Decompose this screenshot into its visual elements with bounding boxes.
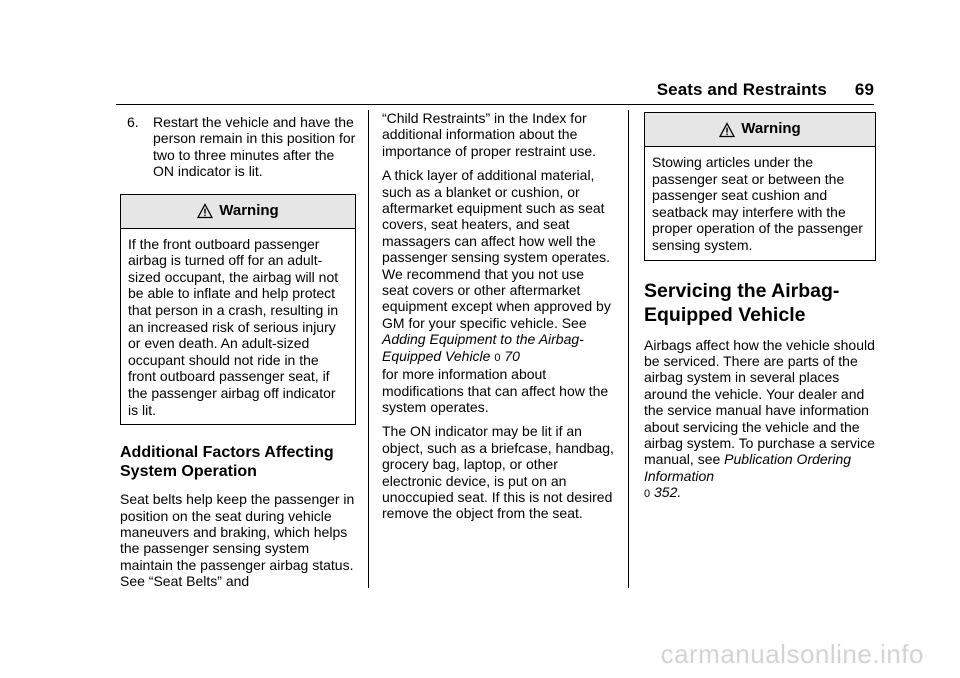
paragraph-text: A thick layer of additional material, such as a blanket or cushion, or aftermarket equipment such as seat covers, seat heaters, and seat massagers can affect how well the passenger sensing system operates. We recommend that you not use seat covers or other aftermarket equipment except when approved by GM for your specific vehicle. See [382, 167, 611, 331]
page-ref-symbol: 0 [644, 488, 651, 501]
page-ref-symbol: 0 [494, 351, 501, 364]
numbered-step [120, 114, 356, 180]
paragraph [382, 167, 614, 415]
step-number: 6. [127, 114, 139, 130]
column-divider [368, 110, 369, 588]
warning-text: Stowing articles under the passenger seat or between the passenger seat cushion and seatback may interfere with the proper operation of the passenger sensing system. [652, 154, 863, 253]
paragraph [644, 337, 876, 503]
watermark: carmanualsonline.info [660, 639, 924, 669]
warning-box [644, 112, 876, 261]
paragraph-text: Airbags affect how the vehicle should be serviced. There are parts of the airbag system in several places around the vehicle. Your dealer and the service manual have information about servicing the vehicle and the airbag system. To purchase a service manual, see [644, 336, 875, 468]
column-2 [382, 110, 614, 530]
paragraph-text: for more information about modifications that can affect how the system operates. [382, 366, 609, 415]
warning-title: Warning [219, 201, 279, 219]
column-divider [628, 110, 629, 588]
paragraph: “Child Restraints” in the Index for additional information about the importance of proper restraint use. [382, 110, 596, 159]
page-reference[interactable]: 70 [504, 347, 520, 364]
paragraph: The ON indicator may be lit if an object, such as a briefcase, handbag, grocery bag, laptop, or other electronic device, is put on an unoccupied seat. If this is not desired remove the object from the seat. [382, 423, 614, 522]
step-text: Restart the vehicle and have the person remain in this position for two to three minutes after the ON indicator is lit. [153, 114, 356, 180]
section-heading: Additional Factors Affecting System Operation [120, 444, 334, 481]
warning-icon [197, 203, 213, 219]
warning-box [120, 194, 356, 426]
cross-reference-link[interactable]: Adding Equipment to the Airbag-Equipped Vehicle [382, 331, 584, 364]
page-number: 69 [854, 80, 874, 99]
cross-reference-link[interactable]: Publication Ordering Information [644, 451, 852, 484]
warning-header [121, 195, 355, 229]
page-reference[interactable]: 352. [654, 484, 682, 501]
section-title: Seats and Restraints [656, 80, 827, 99]
warning-title: Warning [741, 120, 801, 138]
column-1 [120, 110, 356, 598]
column-3 [644, 110, 876, 511]
section-heading: Servicing the Airbag-Equipped Vehicle [644, 279, 840, 326]
paragraph: Seat belts help keep the passenger in position on the seat during vehicle maneuvers and braking, which helps the passenger sensing system maintain the passenger airbag status. See “Seat Belts” and [120, 491, 355, 590]
warning-header [645, 113, 875, 147]
page-header [657, 80, 874, 100]
warning-icon [719, 122, 735, 138]
warning-text: If the front outboard passenger airbag is turned off for an adult-sized occupant, the airbag will not be able to inflate and help protect that person in a crash, resulting in an increased risk of serious injury or even death. An adult-sized occupant should not ride in the front outboard passenger seat, if the passenger airbag off indicator is lit. [128, 235, 339, 418]
header-rule [116, 104, 874, 105]
